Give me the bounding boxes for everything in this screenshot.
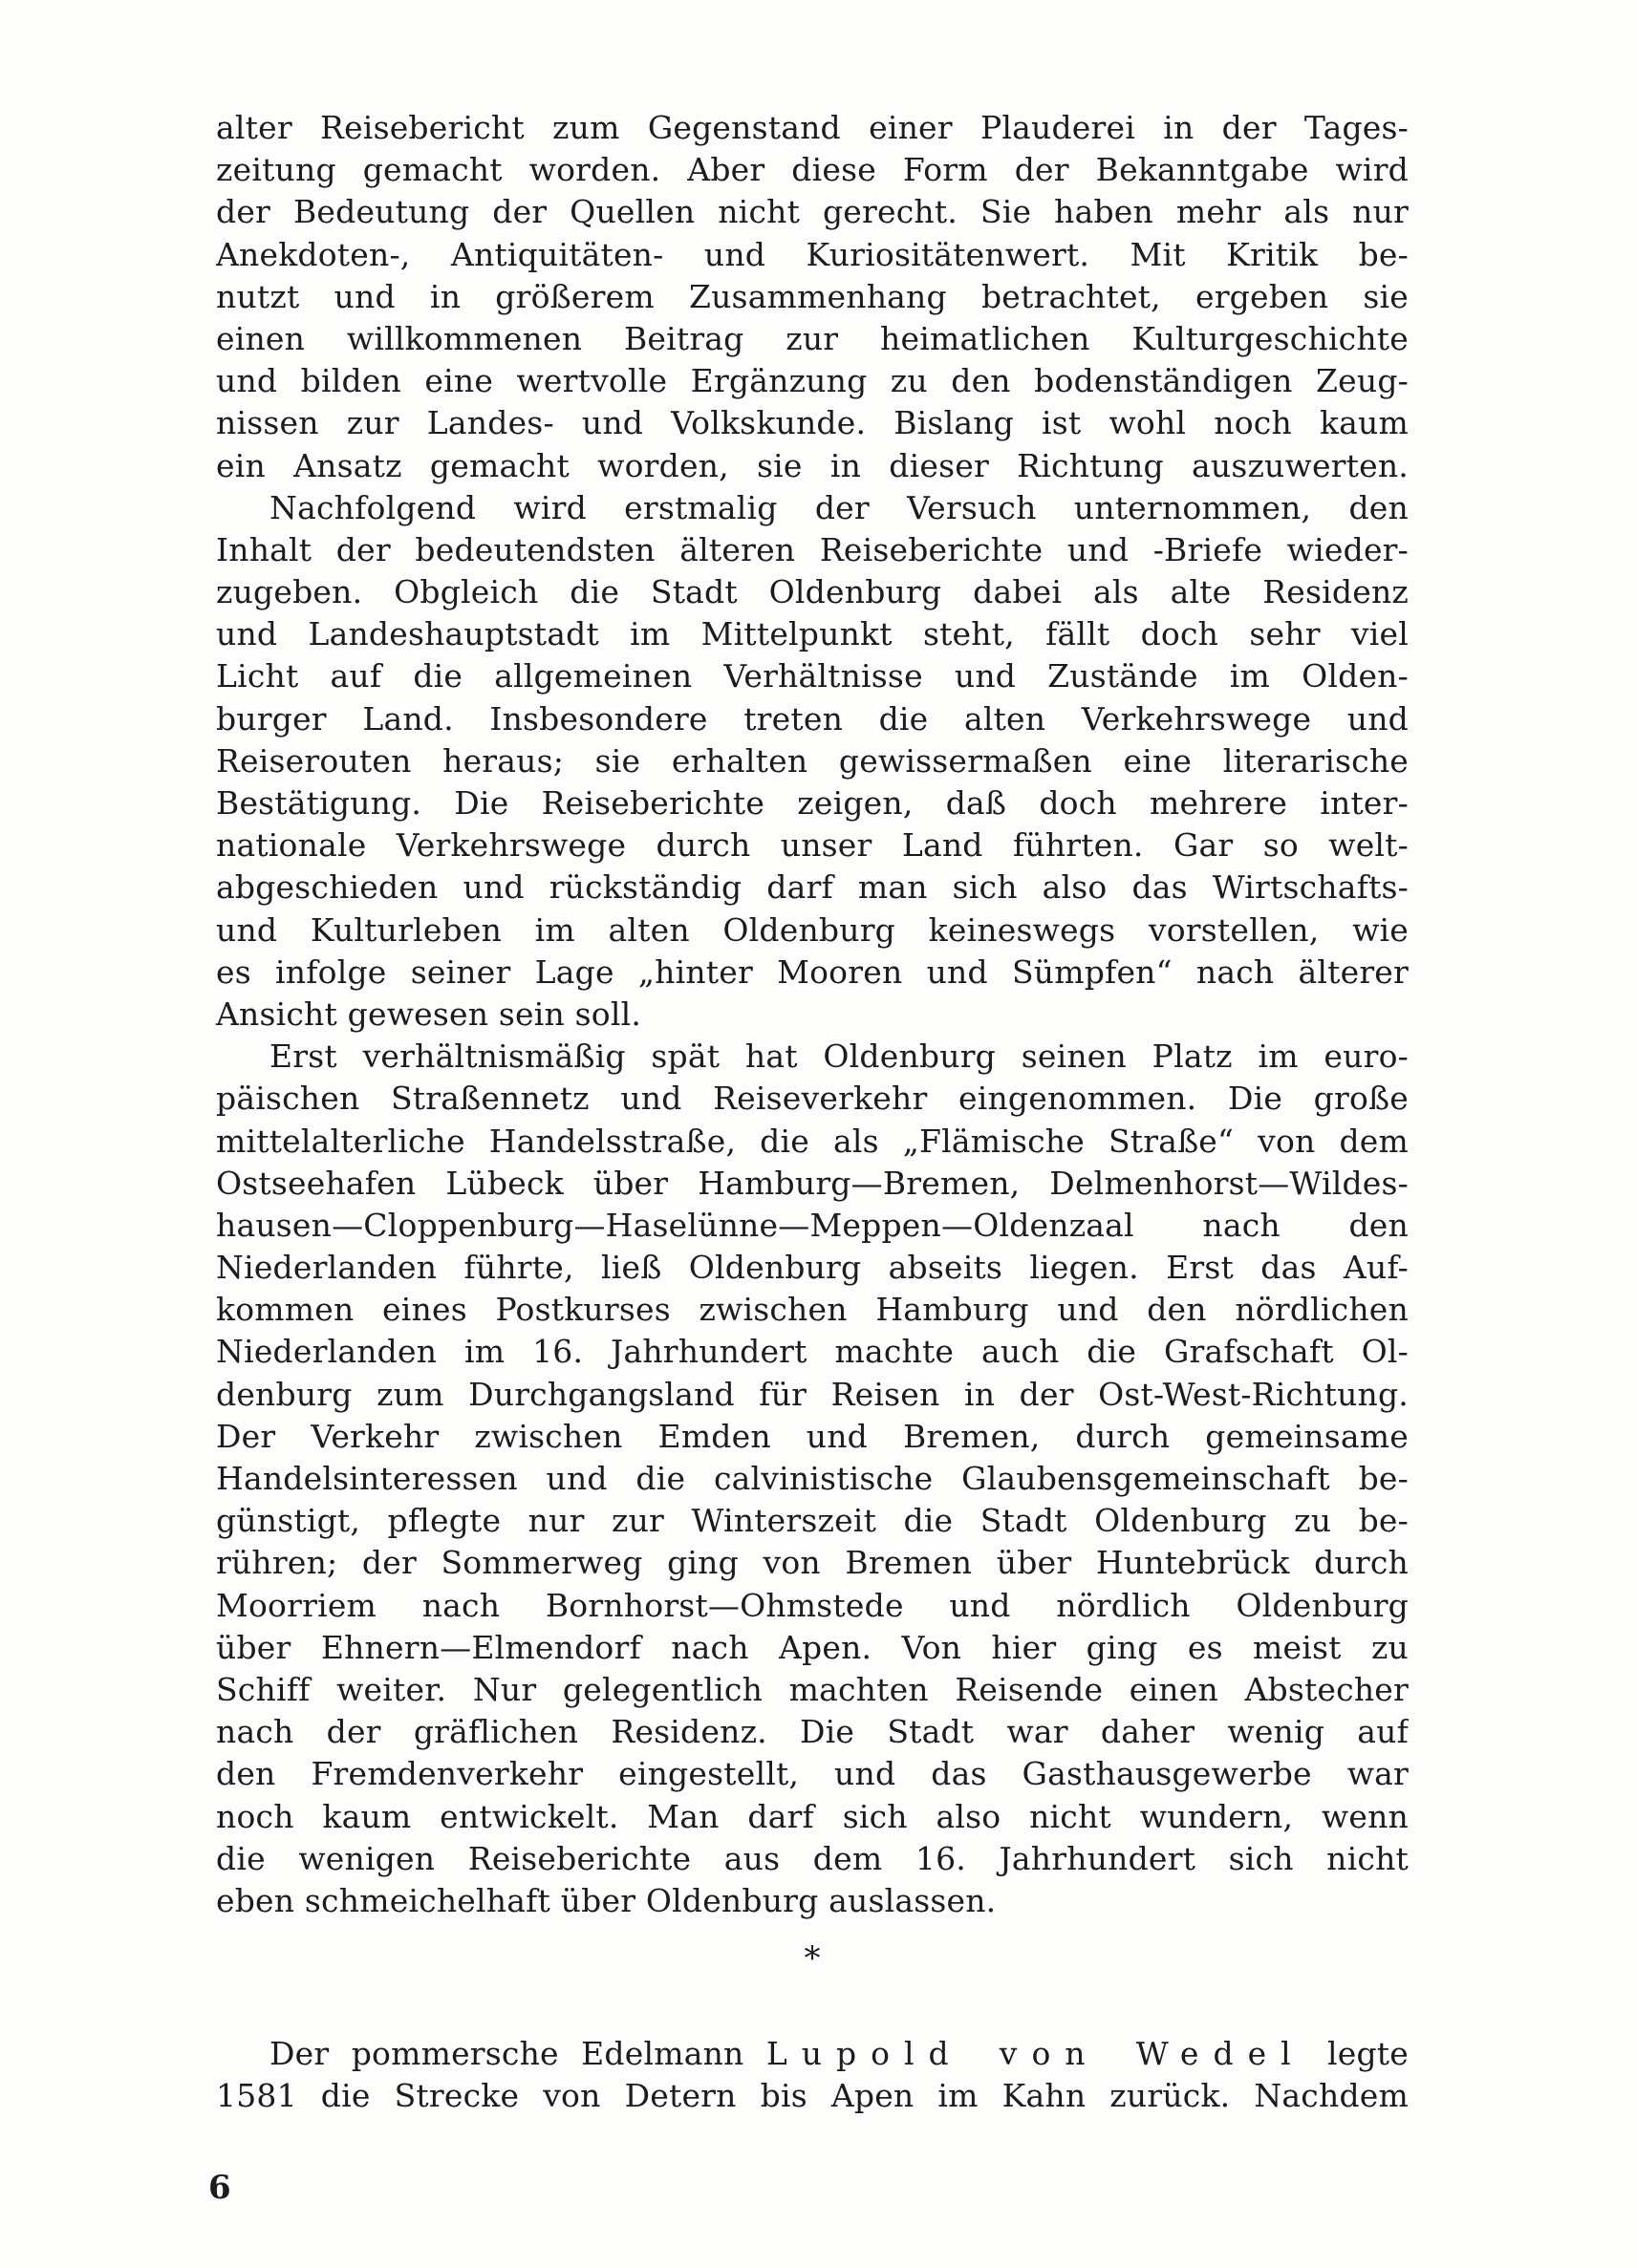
text-line: Erst verhältnismäßig spät hat Oldenburg seinen Platz im euro- [269, 1038, 1409, 1076]
text-line: Nachfolgend wird erstmalig der Versuch unternommen, den [269, 488, 1409, 526]
text-line: es infolge seiner Lage „hinter Mooren und Sümpfen“ nach älterer [216, 952, 1409, 991]
page-number: 6 [208, 2169, 231, 2207]
text-line: denburg zum Durchgangsland für Reisen in der Ost-West-Richtung. [216, 1375, 1409, 1413]
text-line: den Fremdenverkehr eingestellt, und das Gasthausgewerbe war [216, 1755, 1409, 1793]
text-segment: legte [1327, 2035, 1409, 2072]
text-line: 1581 die Strecke von Detern bis Apen im Kahn zurück. Nachdem [216, 2077, 1409, 2115]
text-line: Schiff weiter. Nur gelegentlich machten Reisende einen Abstecher [216, 1670, 1409, 1708]
text-line: rühren; der Sommerweg ging von Bremen über Huntebrück durch [216, 1544, 1409, 1582]
text-line: nationale Verkehrswege durch unser Land führten. Gar so welt- [216, 826, 1409, 865]
main-text [216, 107, 1409, 1922]
text-line: nissen zur Landes- und Volkskunde. Bislang ist wohl noch kaum [216, 404, 1409, 442]
text-line: kommen eines Postkurses zwischen Hamburg und den nördlichen [216, 1291, 1409, 1329]
text-line: Moorriem nach Bornhorst—Ohmstede und nördlich Oldenburg [216, 1586, 1409, 1624]
text-line: nutzt und in größerem Zusammenhang betrachtet, ergeben sie [216, 277, 1409, 315]
text-line: mittelalterliche Handelsstraße, die als „Flämische Straße“ von dem [216, 1122, 1409, 1160]
text-line: über Ehnern—Elmendorf nach Apen. Von hier ging es meist zu [216, 1628, 1409, 1666]
text-line: und bilden eine wertvolle Ergänzung zu den bodenständigen Zeug- [216, 362, 1409, 400]
text-line: Niederlanden führte, ließ Oldenburg abseits liegen. Erst das Auf- [216, 1249, 1409, 1287]
text-line: ein Ansatz gemacht worden, sie in dieser Richtung auszuwerten. [216, 446, 1409, 484]
text-line: zeitung gemacht worden. Aber diese Form der Bekanntgabe wird [216, 151, 1409, 189]
text-line: abgeschieden und rückständig darf man sich also das Wirtschafts- [216, 868, 1409, 907]
text-line: und Landeshauptstadt im Mittelpunkt steht, fällt doch sehr viel [216, 615, 1409, 653]
text-line: Inhalt der bedeutendsten älteren Reiseberichte und -Briefe wieder- [216, 530, 1409, 568]
text-line: Reiserouten heraus; sie erhalten gewissermaßen eine literarische [216, 741, 1409, 780]
text-line: und Kulturleben im alten Oldenburg keineswegs vorstellen, wie [216, 910, 1409, 949]
text-line: burger Land. Insbesondere treten die alten Verkehrswege und [216, 699, 1409, 738]
text-line: nach der gräflichen Residenz. Die Stadt war daher wenig auf [216, 1713, 1409, 1751]
text-line: päischen Straßennetz und Reiseverkehr eingenommen. Die große [216, 1080, 1409, 1118]
text-line [216, 2033, 1409, 2075]
text-line: alter Reisebericht zum Gegenstand einer Plauderei in der Tages- [216, 109, 1409, 146]
text-line: eben schmeichelhaft über Oldenburg auslassen. [216, 1881, 997, 1919]
text-line: die wenigen Reiseberichte aus dem 16. Jahrhundert sich nicht [216, 1839, 1409, 1877]
text-segment: Der pommersche Edelmann [269, 2035, 744, 2072]
text-line: Ansicht gewesen sein soll. [216, 995, 642, 1033]
text-line: der Bedeutung der Quellen nicht gerecht. Sie haben mehr als nur [216, 193, 1409, 231]
section-separator: * [804, 1939, 821, 1978]
text-line: noch kaum entwickelt. Man darf sich also nicht wundern, wenn [216, 1797, 1409, 1835]
text-line: Licht auf die allgemeinen Verhältnisse und Zustände im Olden- [216, 657, 1409, 695]
text-line: zugeben. Obgleich die Stadt Oldenburg dabei als alte Residenz [216, 573, 1409, 611]
text-line: einen willkommenen Beitrag zur heimatlichen Kulturgeschichte [216, 319, 1409, 357]
text-line: Bestätigung. Die Reiseberichte zeigen, daß doch mehrere inter- [216, 784, 1409, 822]
text-line: Handelsinteressen und die calvinistische Glaubensgemeinschaft be- [216, 1460, 1409, 1497]
text-line: Niederlanden im 16. Jahrhundert machte auch die Grafschaft Ol- [216, 1333, 1409, 1371]
text-line: Der Verkehr zwischen Emden und Bremen, durch gemeinsame [216, 1417, 1409, 1455]
new-section-text [216, 2033, 1409, 2117]
text-line: günstigt, pflegte nur zur Winterszeit die Stadt Oldenburg zu be- [216, 1502, 1409, 1540]
emphasized-name: Lupold von Wedel [765, 2035, 1305, 2072]
text-line: Ostseehafen Lübeck über Hamburg—Bremen, Delmenhorst—Wildes- [216, 1164, 1409, 1202]
text-line: hausen—Cloppenburg—Haselünne—Meppen—Oldenzaal nach den [216, 1206, 1409, 1244]
text-line: Anekdoten-, Antiquitäten- und Kuriositätenwert. Mit Kritik be- [216, 235, 1409, 273]
